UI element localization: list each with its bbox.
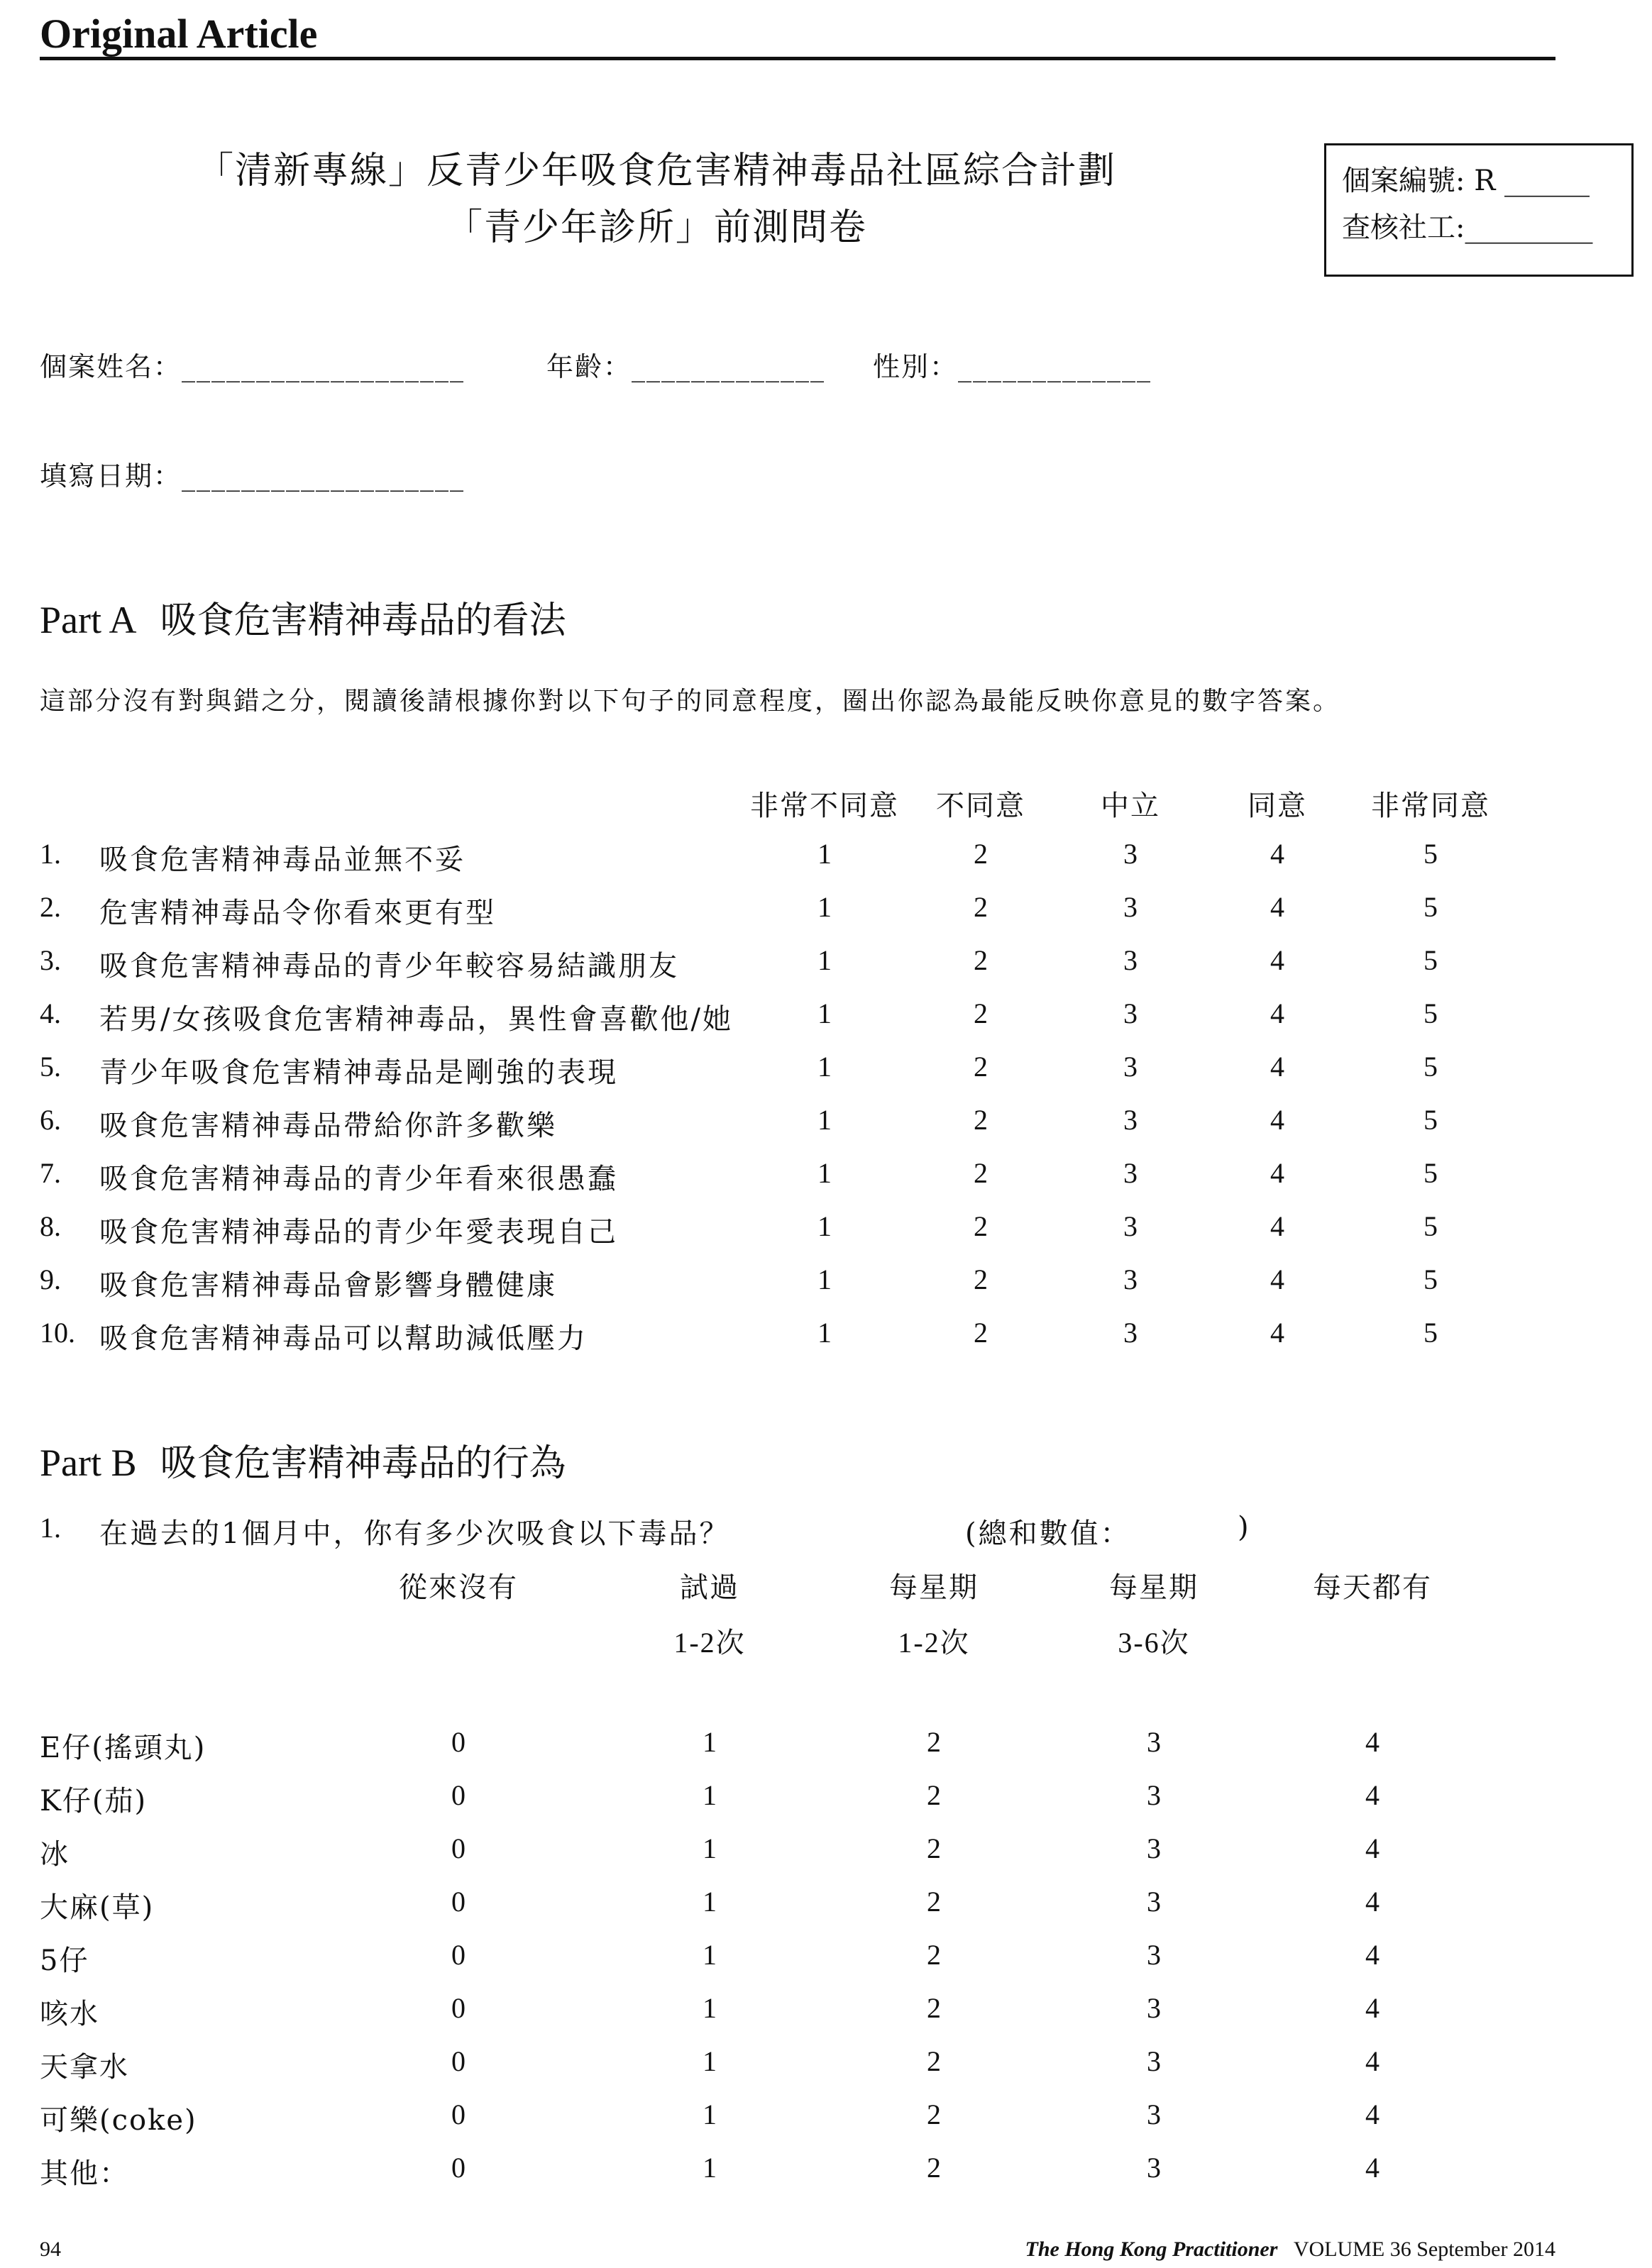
drug-label: 其他： bbox=[40, 2157, 129, 2190]
drug-label: 冰 bbox=[40, 1838, 70, 1871]
frequency-option[interactable]: 1 bbox=[703, 1939, 717, 1971]
frequency-option[interactable]: 1 bbox=[703, 1726, 717, 1758]
rating-option[interactable]: 5 bbox=[1424, 1317, 1438, 1349]
statement-text: 吸食危害精神毒品可以幫助減低壓力 bbox=[99, 1322, 588, 1355]
statement-number: 6. bbox=[40, 1104, 61, 1136]
statement-number: 4. bbox=[40, 997, 61, 1029]
rating-option[interactable]: 5 bbox=[1424, 891, 1438, 923]
statement-text: 青少年吸食危害精神毒品是剛強的表現 bbox=[99, 1056, 618, 1089]
rating-option[interactable]: 4 bbox=[1270, 944, 1284, 976]
frequency-option[interactable]: 4 bbox=[1365, 1779, 1380, 1811]
frequency-option[interactable]: 4 bbox=[1365, 2152, 1380, 2184]
statement-text: 吸食危害精神毒品的青少年看來很愚蠢 bbox=[99, 1163, 618, 1195]
social-worker-field[interactable]: 查核社工:_________ bbox=[1342, 211, 1593, 244]
frequency-option[interactable]: 1 bbox=[703, 2045, 717, 2077]
frequency-option[interactable]: 1 bbox=[703, 1779, 717, 1811]
frequency-option[interactable]: 4 bbox=[1365, 1832, 1380, 1864]
drug-label: E仔(搖頭丸) bbox=[40, 1732, 206, 1764]
frequency-option[interactable]: 4 bbox=[1365, 1992, 1380, 2024]
rating-option[interactable]: 1 bbox=[817, 1263, 832, 1295]
frequency-option[interactable]: 3 bbox=[1147, 1886, 1161, 1918]
drug-label: 5仔 bbox=[40, 1945, 89, 1977]
case-info-box bbox=[1324, 143, 1634, 277]
frequency-option[interactable]: 3 bbox=[1147, 1726, 1161, 1758]
frequency-header-3: 每星期 bbox=[889, 1571, 979, 1604]
frequency-option[interactable]: 3 bbox=[1147, 1939, 1161, 1971]
statement-text: 危害精神毒品令你看來更有型 bbox=[99, 897, 496, 929]
statement-number: 3. bbox=[40, 944, 61, 976]
rating-option[interactable]: 5 bbox=[1424, 1051, 1438, 1083]
rating-option[interactable]: 5 bbox=[1424, 1157, 1438, 1189]
rating-option[interactable]: 1 bbox=[817, 1317, 832, 1349]
frequency-header-1: 從來沒有 bbox=[399, 1571, 518, 1604]
frequency-option[interactable]: 2 bbox=[927, 1726, 941, 1758]
rating-option[interactable]: 3 bbox=[1123, 838, 1138, 870]
statement-text: 吸食危害精神毒品的青少年較容易結識朋友 bbox=[99, 950, 679, 983]
rating-option[interactable]: 4 bbox=[1270, 1157, 1284, 1189]
rating-option[interactable]: 4 bbox=[1270, 1263, 1284, 1295]
frequency-option[interactable]: 0 bbox=[451, 1832, 466, 1864]
frequency-option[interactable]: 4 bbox=[1365, 2098, 1380, 2130]
frequency-option[interactable]: 0 bbox=[451, 1779, 466, 1811]
frequency-header-4: 每星期 bbox=[1109, 1571, 1199, 1604]
total-value-label: (總和數值： bbox=[965, 1517, 1131, 1550]
drug-label: 大麻(草) bbox=[40, 1891, 155, 1924]
date-field[interactable]: 填寫日期：___________________ bbox=[40, 460, 466, 492]
rating-option[interactable]: 4 bbox=[1270, 1317, 1284, 1349]
statement-number: 2. bbox=[40, 891, 61, 923]
frequency-option[interactable]: 0 bbox=[451, 1726, 466, 1758]
drug-label: 天拿水 bbox=[40, 2051, 129, 2084]
rating-option[interactable]: 1 bbox=[817, 1104, 832, 1136]
statement-number: 7. bbox=[40, 1157, 61, 1189]
statement-text: 吸食危害精神毒品帶給你許多歡樂 bbox=[99, 1110, 557, 1142]
journal-name: The Hong Kong Practitioner bbox=[1025, 2237, 1278, 2261]
rating-option[interactable]: 1 bbox=[817, 1051, 832, 1083]
rating-option[interactable]: 5 bbox=[1424, 838, 1438, 870]
statement-text: 若男/女孩吸食危害精神毒品，異性會喜歡他/她 bbox=[99, 1003, 733, 1036]
frequency-option[interactable]: 4 bbox=[1365, 2045, 1380, 2077]
frequency-option[interactable]: 2 bbox=[927, 1886, 941, 1918]
statement-number: 9. bbox=[40, 1263, 61, 1295]
frequency-option[interactable]: 0 bbox=[451, 2098, 466, 2130]
rating-option[interactable]: 4 bbox=[1270, 1051, 1284, 1083]
frequency-option[interactable]: 2 bbox=[927, 2098, 941, 2130]
case-number-field[interactable]: 個案編號: R ______ bbox=[1342, 165, 1590, 197]
rating-option[interactable]: 1 bbox=[817, 997, 832, 1029]
questionnaire-subtitle: 「青少年診所」前測問卷 bbox=[445, 206, 867, 249]
rating-option[interactable]: 5 bbox=[1424, 997, 1438, 1029]
statement-number: 5. bbox=[40, 1051, 61, 1083]
frequency-option[interactable]: 0 bbox=[451, 1886, 466, 1918]
frequency-option[interactable]: 4 bbox=[1365, 1886, 1380, 1918]
rating-option[interactable]: 2 bbox=[974, 1317, 988, 1349]
drug-label: 咳水 bbox=[40, 1998, 99, 2030]
rating-option[interactable]: 4 bbox=[1270, 1210, 1284, 1242]
frequency-option[interactable]: 3 bbox=[1147, 2045, 1161, 2077]
part-a-heading: 吸食危害精神毒品的看法 bbox=[160, 599, 566, 642]
frequency-option[interactable]: 3 bbox=[1147, 1779, 1161, 1811]
frequency-option[interactable]: 0 bbox=[451, 2152, 466, 2184]
scale-header-2: 不同意 bbox=[936, 790, 1025, 822]
rating-option[interactable]: 2 bbox=[974, 1051, 988, 1083]
frequency-option[interactable]: 2 bbox=[927, 1992, 941, 2024]
frequency-option[interactable]: 2 bbox=[927, 1832, 941, 1864]
rating-option[interactable]: 5 bbox=[1424, 1210, 1438, 1242]
frequency-option[interactable]: 4 bbox=[1365, 1726, 1380, 1758]
rating-option[interactable]: 1 bbox=[817, 891, 832, 923]
rating-option[interactable]: 2 bbox=[974, 944, 988, 976]
rating-option[interactable]: 2 bbox=[974, 1210, 988, 1242]
rating-option[interactable]: 4 bbox=[1270, 997, 1284, 1029]
scale-header-1: 非常不同意 bbox=[750, 790, 899, 822]
rating-option[interactable]: 3 bbox=[1123, 891, 1138, 923]
rating-option[interactable]: 5 bbox=[1424, 944, 1438, 976]
rating-option[interactable]: 3 bbox=[1123, 1051, 1138, 1083]
rating-option[interactable]: 3 bbox=[1123, 1317, 1138, 1349]
rating-option[interactable]: 1 bbox=[817, 838, 832, 870]
part-b-heading: 吸食危害精神毒品的行為 bbox=[160, 1442, 566, 1485]
frequency-option[interactable]: 0 bbox=[451, 1992, 466, 2024]
rating-option[interactable]: 3 bbox=[1123, 997, 1138, 1029]
scale-header-3: 中立 bbox=[1101, 790, 1160, 822]
frequency-option[interactable]: 2 bbox=[927, 1939, 941, 1971]
part-b-title bbox=[40, 1433, 566, 1486]
frequency-option[interactable]: 3 bbox=[1147, 1832, 1161, 1864]
scale-header-4: 同意 bbox=[1248, 790, 1307, 822]
rating-option[interactable]: 2 bbox=[974, 891, 988, 923]
journal-footer bbox=[1025, 2237, 1556, 2262]
frequency-option[interactable]: 1 bbox=[703, 1992, 717, 2024]
gender-field[interactable]: 性別：_____________ bbox=[873, 351, 1152, 382]
frequency-option[interactable]: 3 bbox=[1147, 2152, 1161, 2184]
frequency-option[interactable]: 1 bbox=[703, 1832, 717, 1864]
rating-option[interactable]: 3 bbox=[1123, 944, 1138, 976]
frequency-subheader-2: 1-2次 bbox=[673, 1627, 746, 1659]
frequency-option[interactable]: 2 bbox=[927, 2045, 941, 2077]
rating-option[interactable]: 5 bbox=[1424, 1263, 1438, 1295]
name-field[interactable]: 個案姓名：___________________ bbox=[40, 351, 466, 382]
frequency-subheader-3: 1-2次 bbox=[898, 1627, 970, 1659]
frequency-option[interactable]: 4 bbox=[1365, 1939, 1380, 1971]
frequency-option[interactable]: 3 bbox=[1147, 2098, 1161, 2130]
frequency-header-2: 試過 bbox=[680, 1571, 739, 1604]
part-b-question-number: 1. bbox=[40, 1512, 61, 1544]
part-a-title bbox=[40, 590, 566, 643]
part-b-label: Part B bbox=[40, 1442, 137, 1484]
frequency-subheader-4: 3-6次 bbox=[1118, 1627, 1190, 1659]
questionnaire-title: 「清新專線」反青少年吸食危害精神毒品社區綜合計劃 bbox=[196, 150, 1116, 192]
frequency-option[interactable]: 2 bbox=[927, 2152, 941, 2184]
frequency-option[interactable]: 1 bbox=[703, 2098, 717, 2130]
rating-option[interactable]: 4 bbox=[1270, 838, 1284, 870]
scale-header-5: 非常同意 bbox=[1371, 790, 1490, 822]
statement-number: 8. bbox=[40, 1210, 61, 1242]
statement-text: 吸食危害精神毒品並無不妥 bbox=[99, 843, 466, 876]
rating-option[interactable]: 2 bbox=[974, 1263, 988, 1295]
rating-option[interactable]: 2 bbox=[974, 838, 988, 870]
statement-number: 10. bbox=[40, 1317, 75, 1349]
rating-option[interactable]: 2 bbox=[974, 1157, 988, 1189]
statement-text: 吸食危害精神毒品的青少年愛表現自己 bbox=[99, 1216, 618, 1249]
part-b-question: 在過去的1個月中，你有多少次吸食以下毒品？ bbox=[99, 1517, 730, 1550]
statement-number: 1. bbox=[40, 838, 61, 870]
frequency-option[interactable]: 1 bbox=[703, 1886, 717, 1918]
total-value-close[interactable]: ) bbox=[1238, 1511, 1251, 1544]
frequency-option[interactable]: 1 bbox=[703, 2152, 717, 2184]
rating-option[interactable]: 4 bbox=[1270, 891, 1284, 923]
statement-text: 吸食危害精神毒品會影響身體健康 bbox=[99, 1269, 557, 1302]
rating-option[interactable]: 3 bbox=[1123, 1210, 1138, 1242]
header-rule bbox=[40, 57, 1555, 60]
part-a-label: Part A bbox=[40, 599, 137, 641]
rating-option[interactable]: 3 bbox=[1123, 1263, 1138, 1295]
frequency-option[interactable]: 3 bbox=[1147, 1992, 1161, 2024]
drug-label: K仔(茄) bbox=[40, 1785, 148, 1818]
rating-option[interactable]: 1 bbox=[817, 1157, 832, 1189]
drug-label: 可樂(coke) bbox=[40, 2104, 197, 2137]
rating-option[interactable]: 2 bbox=[974, 1104, 988, 1136]
age-field[interactable]: 年齡：_____________ bbox=[546, 351, 826, 382]
frequency-option[interactable]: 0 bbox=[451, 2045, 466, 2077]
rating-option[interactable]: 3 bbox=[1123, 1104, 1138, 1136]
article-type-label: Original Article bbox=[40, 11, 318, 57]
part-a-instruction: 這部分沒有對與錯之分，閱讀後請根據你對以下句子的同意程度，圈出你認為最能反映你意見的數字答案。 bbox=[40, 687, 1341, 716]
rating-option[interactable]: 3 bbox=[1123, 1157, 1138, 1189]
frequency-option[interactable]: 0 bbox=[451, 1939, 466, 1971]
frequency-header-5: 每天都有 bbox=[1313, 1571, 1432, 1604]
rating-option[interactable]: 5 bbox=[1424, 1104, 1438, 1136]
journal-issue: VOLUME 36 September 2014 bbox=[1293, 2237, 1555, 2261]
rating-option[interactable]: 4 bbox=[1270, 1104, 1284, 1136]
page-number: 94 bbox=[40, 2237, 61, 2261]
rating-option[interactable]: 2 bbox=[974, 997, 988, 1029]
frequency-option[interactable]: 2 bbox=[927, 1779, 941, 1811]
rating-option[interactable]: 1 bbox=[817, 1210, 832, 1242]
rating-option[interactable]: 1 bbox=[817, 944, 832, 976]
